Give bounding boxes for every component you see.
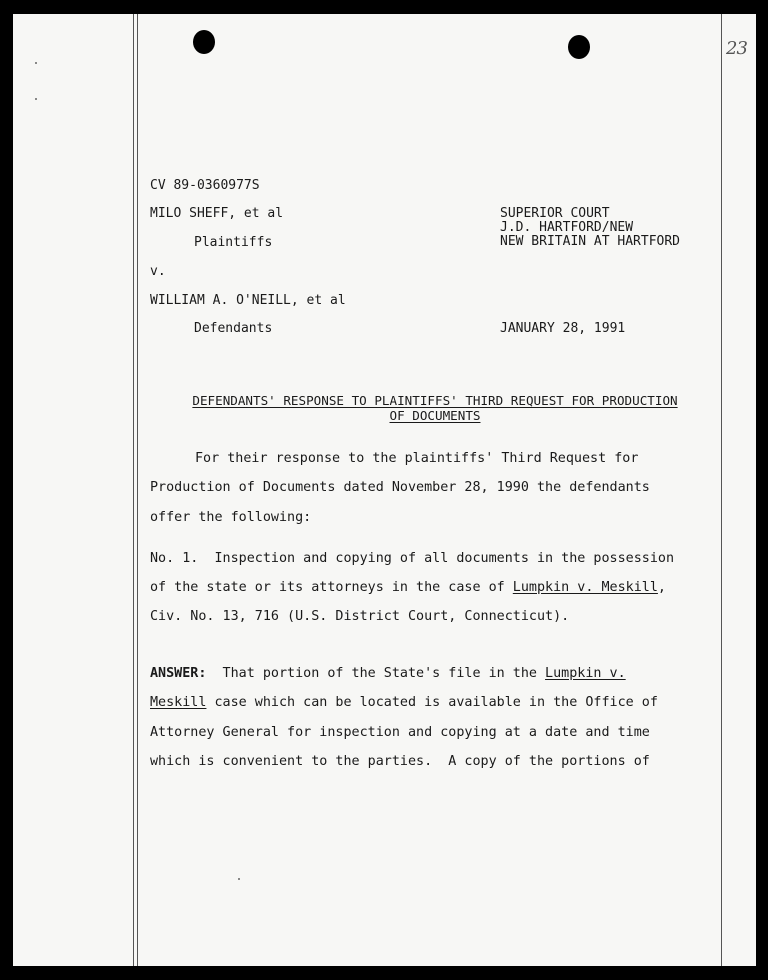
- intro-line3: offer the following:: [150, 510, 312, 525]
- intro-line1: For their response to the plaintiffs' Third Request for: [195, 451, 639, 466]
- filing-date: JANUARY 28, 1991: [500, 321, 626, 336]
- request1-line2: [150, 580, 666, 595]
- plaintiff-name: MILO SHEFF, et al: [150, 206, 284, 221]
- answer-line1: [150, 666, 626, 681]
- left-margin-line: [133, 14, 134, 966]
- docket-number: CV 89-0360977S: [150, 178, 260, 193]
- document-title-line1: DEFENDANTS' RESPONSE TO PLAINTIFFS' THIRD REQUEST FOR PRODUCTION: [192, 393, 678, 408]
- answer-line2: [150, 695, 658, 710]
- request1-line1: No. 1. Inspection and copying of all documents in the possession: [150, 551, 675, 566]
- right-margin-line: [721, 14, 722, 966]
- defendant-name: WILLIAM A. O'NEILL, et al: [150, 293, 346, 308]
- answer-line1-text: That portion of the State's file in the: [206, 666, 546, 681]
- left-margin-line-double: [137, 14, 138, 966]
- handwritten-page-number: 23: [726, 38, 747, 59]
- document-page: [13, 14, 756, 966]
- answer-case-name-part2: Meskill: [150, 695, 207, 710]
- court-location: NEW BRITAIN AT HARTFORD: [500, 234, 681, 249]
- case-name-citation: Lumpkin v. Meskill: [512, 580, 658, 595]
- defendants-label: Defendants: [194, 321, 273, 336]
- answer-case-name-part1: Lumpkin v.: [545, 666, 626, 681]
- scan-speck: [35, 98, 37, 100]
- request1-line2-punct: ,: [657, 580, 666, 595]
- intro-line2: Production of Documents dated November 28, 1990 the defendants: [150, 480, 650, 495]
- scan-speck: [238, 878, 240, 880]
- answer-line4: which is convenient to the parties. A copy of the portions of: [150, 754, 650, 769]
- request1-line3: Civ. No. 13, 716 (U.S. District Court, Connecticut).: [150, 609, 570, 624]
- answer-label: ANSWER:: [150, 666, 207, 681]
- court-district: J.D. HARTFORD/NEW: [500, 220, 634, 235]
- versus: v.: [150, 264, 166, 279]
- document-title-line2: OF DOCUMENTS: [389, 408, 481, 423]
- request1-line2-text: of the state or its attorneys in the case of: [150, 580, 513, 595]
- punch-hole-left: [193, 30, 215, 54]
- answer-line3: Attorney General for inspection and copying at a date and time: [150, 725, 650, 740]
- scan-speck: [35, 62, 37, 64]
- punch-hole-right: [568, 35, 590, 59]
- answer-line2-text: case which can be located is available in the Office of: [206, 695, 658, 710]
- court-name: SUPERIOR COURT: [500, 206, 610, 221]
- plaintiffs-label: Plaintiffs: [194, 235, 273, 250]
